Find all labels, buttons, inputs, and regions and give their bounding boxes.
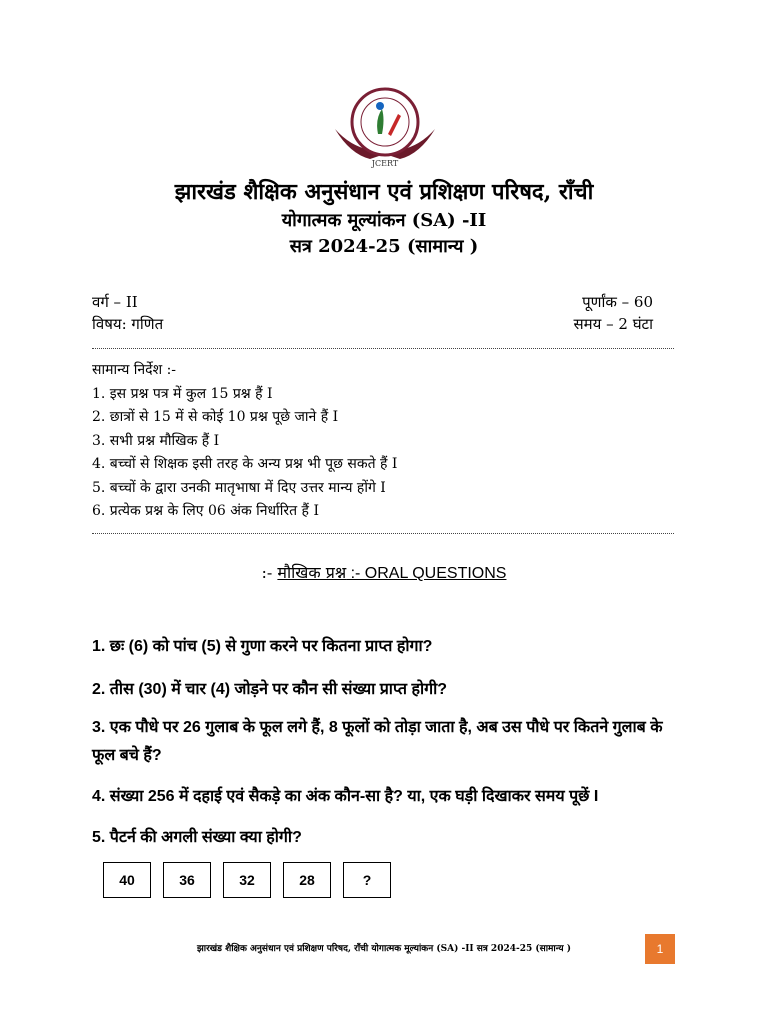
session-title: सत्र 2024-25 (सामान्य ) <box>289 236 479 257</box>
question-item: 2. तीस (30) में चार (4) जोड़ने पर कौन सी संख्या प्राप्त होगी? <box>92 681 448 698</box>
number-pattern <box>103 862 391 898</box>
question-item: 4. संख्या 256 में दहाई एवं सैकड़े का अंक कौन-सा है? या, एक घड़ी दिखाकर समय पूछें I <box>92 788 599 805</box>
oral-hindi: मौखिक प्रश्न <box>277 563 347 582</box>
subject-label: विषय: गणित <box>92 315 164 333</box>
question-item: 3. एक पौधे पर 26 गुलाब के फूल लगे हैं, 8 फूलों को तोड़ा जाता है, अब उस पौधे पर कितने गुलाब के फूल बचे हैं? <box>92 719 663 764</box>
full-marks-label: पूर्णांक – 60 <box>582 293 653 311</box>
jcert-logo <box>330 84 440 174</box>
oral-questions-heading <box>0 561 768 583</box>
instruction-item: 1. इस प्रश्न पत्र में कुल 15 प्रश्न हैं I <box>92 385 273 402</box>
instruction-item: 4. बच्चों से शिक्षक इसी तरह के अन्य प्रश्न भी पूछ सकते हैं I <box>92 456 398 472</box>
general-instructions <box>92 359 397 524</box>
oral-english: :- ORAL QUESTIONS <box>346 565 507 582</box>
page-number-badge: 1 <box>645 934 675 964</box>
instruction-item: 6. प्रत्येक प्रश्न के लिए 06 अंक निर्धारित हैं I <box>92 503 319 519</box>
institution-title: झारखंड शैक्षिक अनुसंधान एवं प्रशिक्षण परिषद, राँची <box>174 179 594 205</box>
pattern-box: 32 <box>223 862 271 898</box>
instructions-heading: सामान्य निर्देश :- <box>92 362 177 378</box>
pattern-box: 36 <box>163 862 211 898</box>
instruction-item: 2. छात्रों से 15 में से कोई 10 प्रश्न पूछे जाने हैं I <box>92 409 339 425</box>
logo-text: JCERT <box>371 159 399 168</box>
question-item: 5. पैटर्न की अगली संख्या क्या होगी? <box>92 829 302 846</box>
pattern-box: 28 <box>283 862 331 898</box>
exam-subtitle: योगात्मक मूल्यांकन (SA) -II <box>281 210 487 231</box>
divider <box>92 348 674 349</box>
pattern-box: 40 <box>103 862 151 898</box>
page-footer: झारखंड शैक्षिक अनुसंधान एवं प्रशिक्षण परिषद, राँची योगात्मक मूल्यांकन (SA) -II सत्र 2024-25 (सामान्य ) <box>196 944 572 954</box>
class-label: वर्ग – II <box>92 293 138 311</box>
divider <box>92 533 674 534</box>
question-item: 1. छः (6) को पांच (5) से गुणा करने पर कितना प्राप्त होगा? <box>92 638 433 655</box>
oral-prefix: :- <box>261 563 278 582</box>
time-label: समय – 2 घंटा <box>573 315 653 333</box>
pattern-box-unknown: ? <box>343 862 391 898</box>
instruction-item: 5. बच्चों के द्वारा उनकी मातृभाषा में दिए उत्तर मान्य होंगे I <box>92 479 386 496</box>
instruction-item: 3. सभी प्रश्न मौखिक हैं I <box>92 432 220 449</box>
